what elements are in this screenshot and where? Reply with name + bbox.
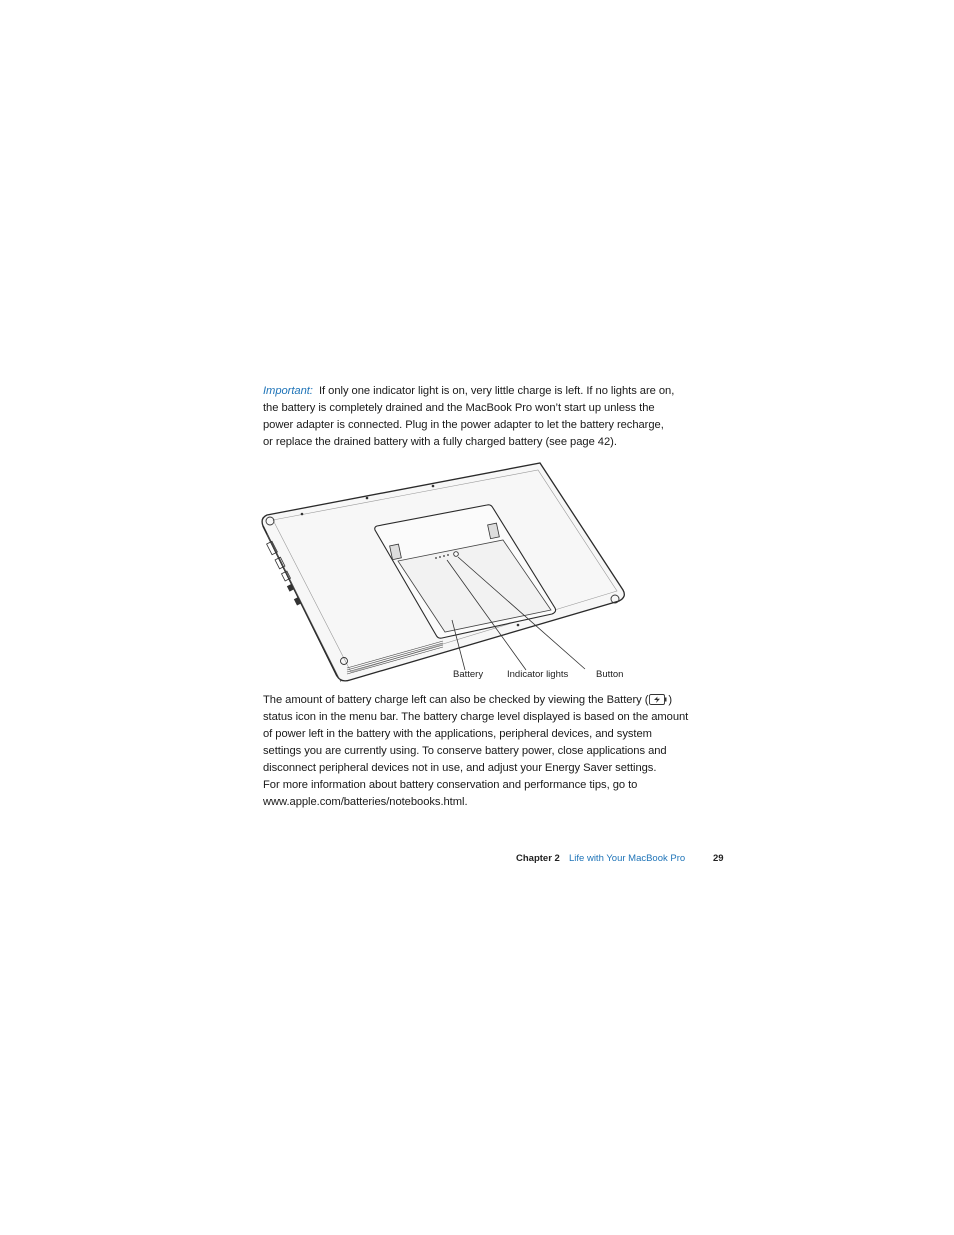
battery-button-dot xyxy=(454,552,459,557)
body-line-1-end: ) xyxy=(668,694,673,706)
body-line-3: of power left in the battery with the applications, peripheral devices, and system xyxy=(263,728,652,740)
laptop-underside-drawing xyxy=(255,460,635,690)
body-line-5: disconnect peripheral devices not in use, and adjust your Energy Saver settings. xyxy=(263,762,657,774)
important-line-2: the battery is completely drained and the MacBook Pro won’t start up unless the xyxy=(263,402,655,414)
body-line-7: www.apple.com/batteries/notebooks.html. xyxy=(263,796,468,808)
footer-chapter-title: Life with Your MacBook Pro xyxy=(569,853,686,864)
body-line-1-text: The amount of battery charge left can also be checked by viewing the Battery ( xyxy=(263,694,649,706)
body-line-1 xyxy=(263,692,713,709)
body-line-2: status icon in the menu bar. The battery charge level displayed is based on the amount xyxy=(263,711,689,723)
important-line-1 xyxy=(263,383,713,400)
footer-chapter: Chapter 2 xyxy=(516,853,560,864)
button-callout-label: Button xyxy=(596,669,624,680)
indicator-lights-callout-label: Indicator lights xyxy=(507,669,569,680)
battery-callout-label: Battery xyxy=(453,669,484,680)
important-lead: Important: xyxy=(263,385,313,397)
battery-status-paragraph xyxy=(263,692,713,811)
laptop-battery-illustration xyxy=(255,460,635,695)
important-line-4: or replace the drained battery with a fully charged battery (see page 42). xyxy=(263,436,617,448)
important-note xyxy=(263,383,713,451)
battery-icon xyxy=(649,694,667,705)
important-text-1: If only one indicator light is on, very little charge is left. If no lights are on, xyxy=(319,385,675,397)
body-line-6: For more information about battery conservation and performance tips, go to xyxy=(263,779,638,791)
important-line-3: power adapter is connected. Plug in the power adapter to let the battery recharge, xyxy=(263,419,664,431)
body-line-4: settings you are currently using. To conserve battery power, close applications and xyxy=(263,745,667,757)
footer-page-number: 29 xyxy=(713,853,724,864)
